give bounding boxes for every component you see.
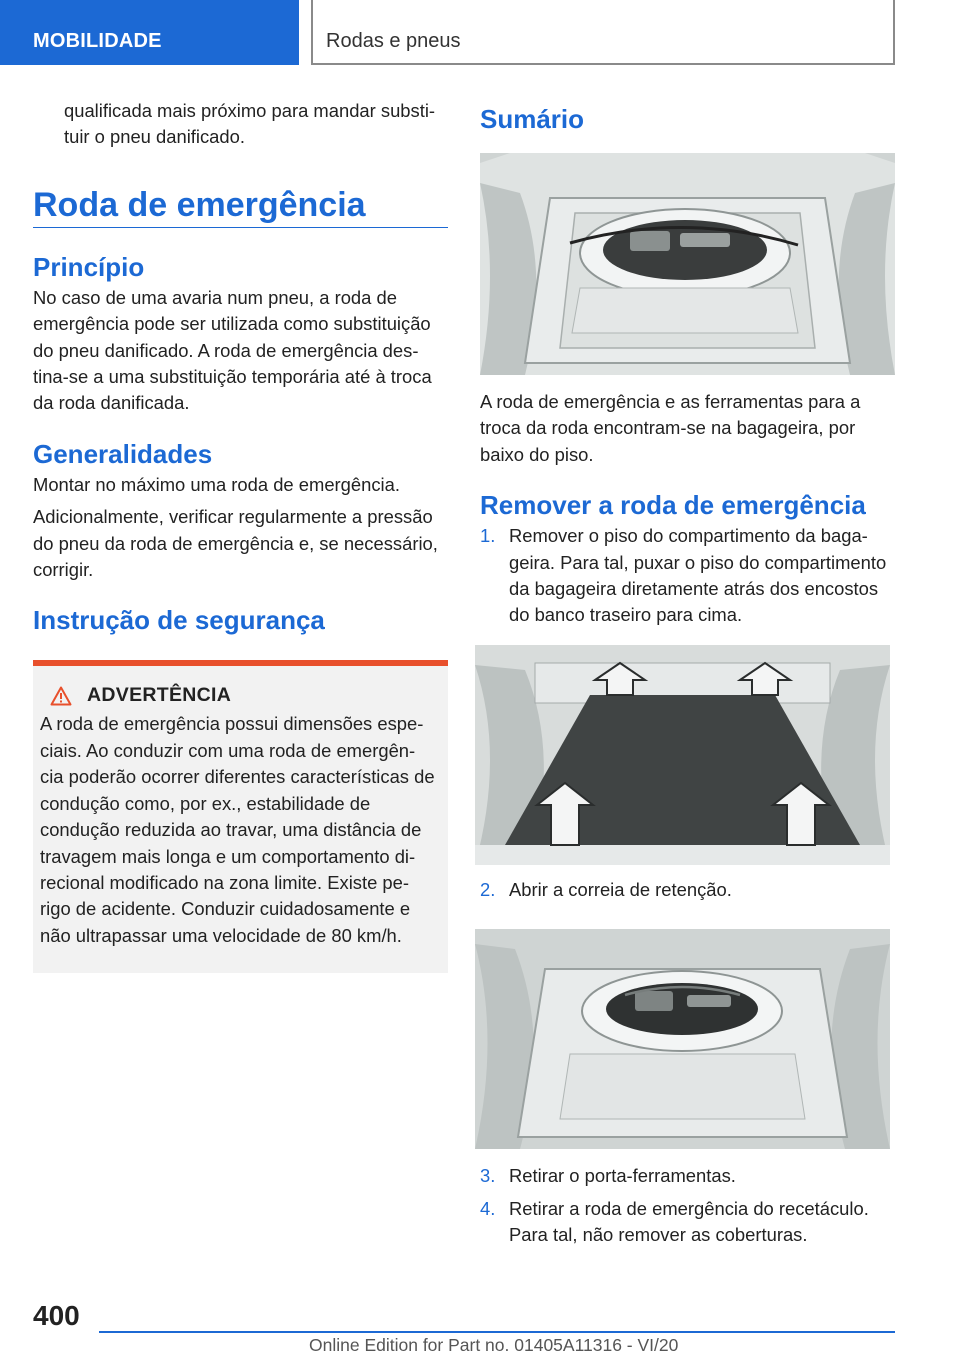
step-number: 4. (480, 1197, 496, 1219)
remove-heading: Remover a roda de emergência (480, 490, 866, 521)
step-number: 1. (480, 525, 496, 547)
steps-list-a (480, 523, 895, 629)
header-section-tab (0, 0, 299, 65)
trunk-overview-image (480, 153, 895, 375)
steps-list-c (480, 1163, 895, 1248)
safety-heading: Instrução de segurança (33, 605, 325, 636)
summary-heading: Sumário (480, 104, 585, 134)
right-column (480, 98, 895, 1248)
trunk-floor-image (475, 645, 890, 865)
general-text-1: Montar no máximo uma roda de emergência. (33, 473, 400, 495)
principle-heading: Princípio (33, 251, 145, 282)
warning-title: ADVERTÊNCIA (87, 684, 232, 707)
footer-divider (99, 1331, 895, 1333)
summary-text: A roda de emergência e as ferramentas para a troca da roda encontram-se na bagageira, por baixo do piso. (480, 391, 861, 465)
page-title: Roda de emergência (33, 186, 448, 228)
step-text: Remover o piso do compartimento da baga-geira. Para tal, puxar o piso do compartimento da bagageira diretamente atrás dos encostos do banco traseiro para cima. (509, 525, 887, 626)
header-chapter-tab (311, 0, 895, 65)
principle-text: No caso de uma avaria num pneu, a roda de emergência pode ser utilizada como substituição do pneu danificado. A roda de emergência des-tina-se a uma substituição temporária até à troca da roda danificada. (33, 286, 432, 414)
page-number: 400 (33, 1300, 80, 1331)
left-column (33, 98, 448, 973)
list-item (480, 523, 895, 629)
general-heading: Generalidades (33, 438, 213, 469)
step-text: Retirar o porta-ferramentas. (509, 1165, 736, 1187)
step-text: Abrir a correia de retenção. (509, 878, 732, 900)
header-chapter-label: Rodas e pneus (326, 30, 461, 52)
step-number: 2. (480, 878, 496, 900)
warning-box (33, 660, 448, 973)
list-item (480, 1196, 895, 1249)
warning-header (40, 684, 438, 707)
steps-list-b (480, 877, 895, 903)
warning-text: A roda de emergência possui dimensões espe-ciais. Ao conduzir com uma roda de emergên-cia poderão ocorrer diferentes características de condução como, por ex., estabilidade de condução reduzida ao travar, uma distância de travagem mais longa e um comportamento di-recional modificado na zona limite. Existe pe-rigo de acidente. Conduzir cuidadosamente e não ultrapassar uma velocidade de 80 km/h. (40, 713, 435, 946)
continuation-text: qualificada mais próximo para mandar substi-tuir o pneu danificado. (64, 100, 436, 148)
general-text-2: Adicionalmente, verificar regularmente a pressão do pneu da roda de emergência e, se necessário, corrigir. (33, 506, 438, 581)
step-number: 3. (480, 1165, 496, 1187)
header-section-label: MOBILIDADE (33, 30, 162, 52)
list-item (480, 1163, 895, 1189)
warning-triangle-icon (50, 686, 72, 706)
list-item (480, 877, 895, 903)
footer-edition: Online Edition for Part no. 01405A11316 - VI/20 (309, 1335, 679, 1355)
trunk-strap-image (475, 929, 890, 1149)
step-text: Retirar a roda de emergência do recetáculo. Para tal, não remover as coberturas. (509, 1197, 869, 1246)
